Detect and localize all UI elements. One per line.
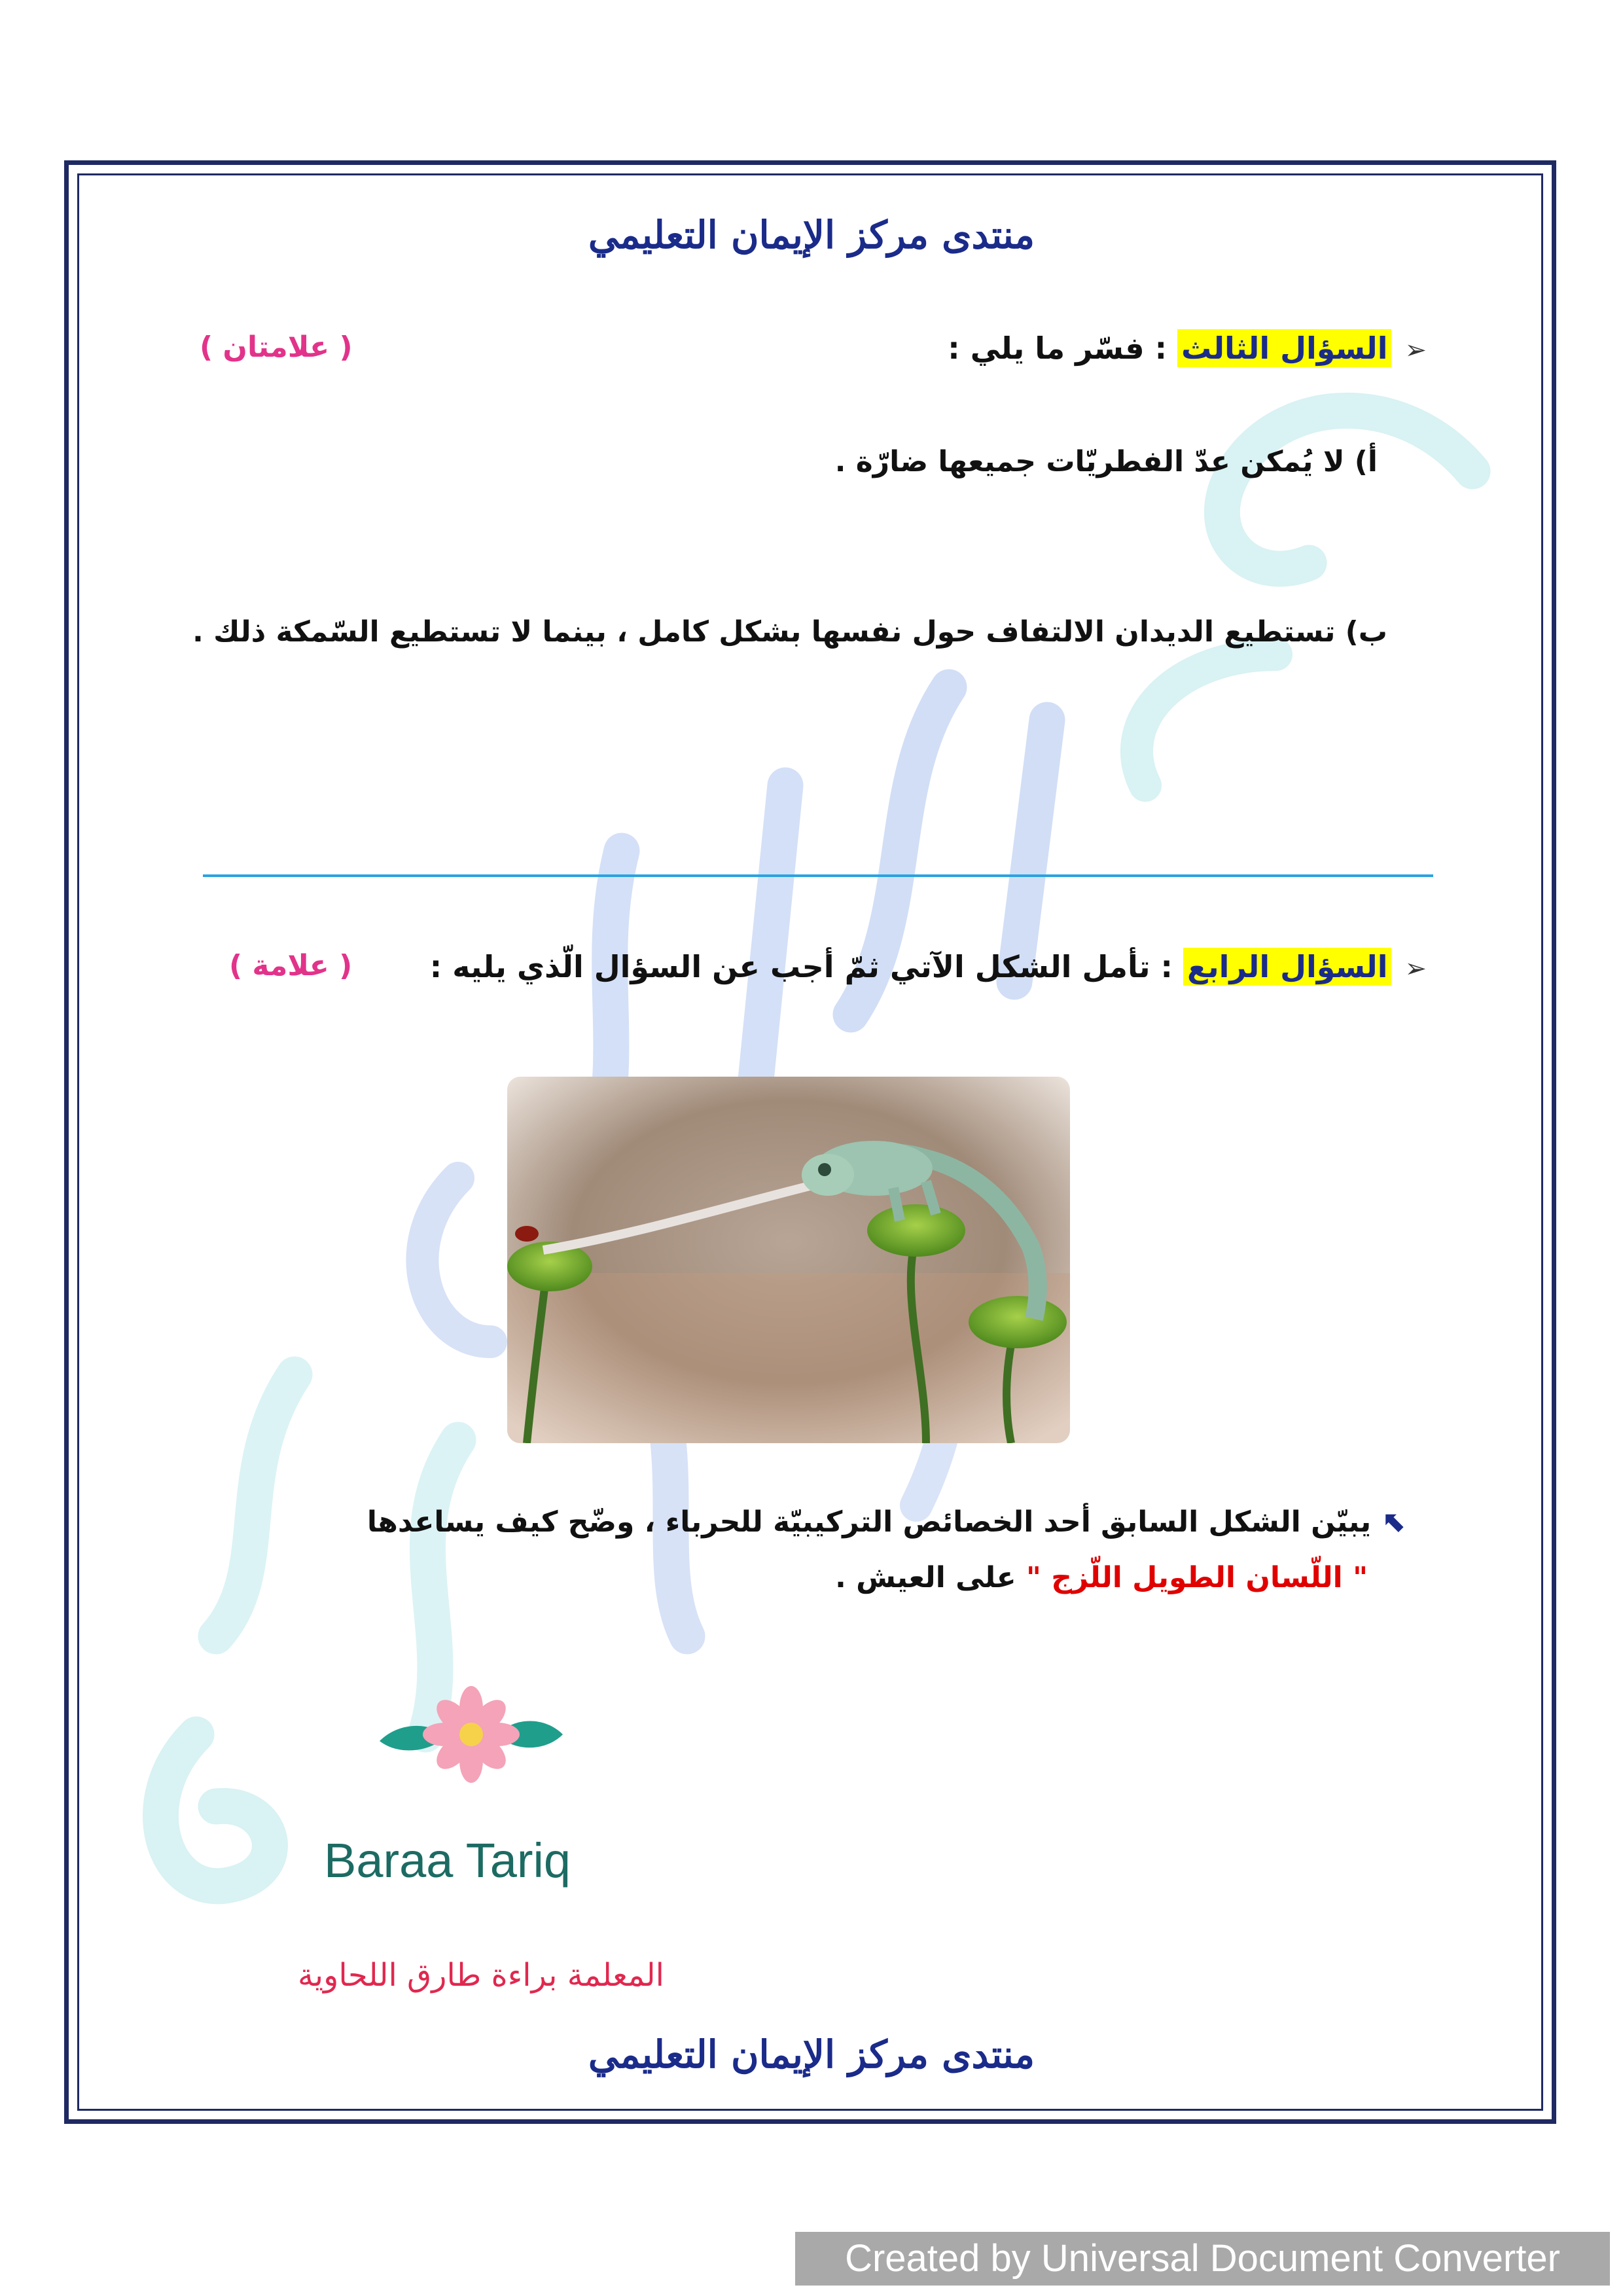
flower-logo-icon — [373, 1682, 569, 1787]
quote-close: " — [1026, 1561, 1052, 1594]
arrow-bullet-icon: ➢ — [1404, 954, 1427, 984]
question-4-label: السؤال الرابع — [1183, 948, 1392, 986]
page-footer: منتدى مركز الإيمان التعليمي — [588, 2032, 1035, 2077]
page-header: منتدى مركز الإيمان التعليمي — [588, 213, 1035, 257]
task-text-line-1: يبيّن الشكل السابق أحد الخصائص التركيبيّة للحرباء ، وضّح كيف يساعدها — [366, 1505, 1372, 1539]
highlight-phrase: اللّسان الطويل اللّزج — [1051, 1561, 1343, 1594]
question-4-task-line-2 — [835, 1561, 1368, 1594]
arrow-up-left-icon: ⬉ — [1383, 1505, 1407, 1539]
question-3-label: السؤال الثالث — [1177, 329, 1391, 367]
question-4-heading — [430, 949, 1427, 984]
chameleon-photo — [507, 1077, 1070, 1443]
question-4-prompt: : تأمل الشكل الآتي ثمّ أجب عن السؤال الّذي يليه : — [429, 949, 1183, 984]
section-divider — [203, 874, 1433, 877]
quote-open: " — [1342, 1561, 1368, 1594]
question-3-item-a: أ) لا يُمكن عدّ الفطريّات جميعها ضارّة . — [834, 445, 1378, 478]
arrow-bullet-icon: ➢ — [1404, 335, 1427, 365]
question-4-task-line-1 — [367, 1505, 1407, 1539]
logo-text: Baraa Tariq — [324, 1833, 571, 1888]
question-4-marks: ( علامة ) — [229, 949, 353, 982]
question-3-item-b: ب) تستطيع الديدان الالتفاف حول نفسها بشكل كامل ، بينما لا تستطيع السّمكة ذلك . — [192, 615, 1387, 649]
task-text-line-2-end: على العيش . — [835, 1561, 1026, 1594]
teacher-signature: المعلمة براءة طارق اللحاوية — [298, 1957, 664, 1994]
question-3-heading — [948, 331, 1427, 366]
question-3-marks: ( علامتان ) — [200, 331, 353, 364]
question-3-prompt: : فسّر ما يلي : — [948, 331, 1178, 366]
converter-banner: Created by Universal Document Converter — [795, 2232, 1610, 2286]
